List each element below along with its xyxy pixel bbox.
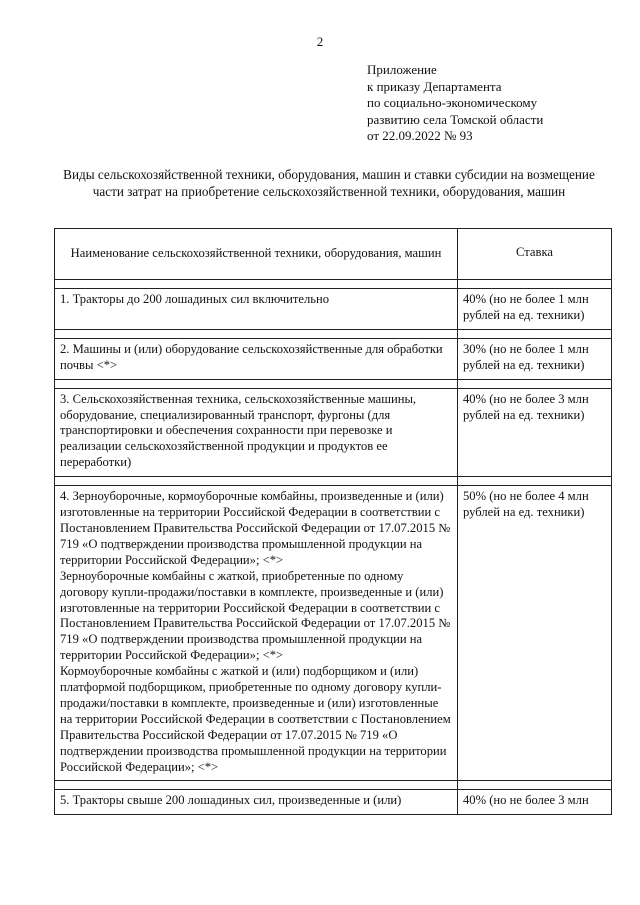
column-header-rate: Ставка: [458, 229, 612, 280]
machinery-name-text: 1. Тракторы до 200 лошадиных сил включительно: [60, 292, 330, 306]
appendix-line: развитию села Томской области: [367, 111, 544, 127]
table-row: [55, 486, 612, 781]
machinery-name-text: 2. Машины и (или) оборудование сельскохозяйственные для обработки почвы <*>: [60, 341, 443, 372]
rate-cell: 40% (но не более 3 млн: [458, 790, 612, 815]
rate-cell: 40% (но не более 3 млн рублей на ед. техники): [458, 388, 612, 477]
machinery-name-text: Кормоуборочные комбайны с жаткой и (или) подборщиком и (или) платформой подборщиком, приобретенные по одному договору купли-продажи/поставки в комплекте, произведенные и (или) изготовленные на территории Российской Федерации в соответствии с Постановлением Правительства Российской Федерации от 17.07.2015 № 719 «О подтверждении производства промышленной продукции на территории Российской Федерации»; <*>: [60, 664, 451, 774]
row-gap: [55, 280, 612, 289]
subsidy-rates-table: [54, 228, 612, 815]
rate-cell: 50% (но не более 4 млн рублей на ед. техники): [458, 486, 612, 781]
appendix-line: к приказу Департамента: [367, 78, 502, 94]
appendix-line: по социально-экономическому: [367, 95, 538, 110]
appendix-line: от 22.09.2022 № 93: [367, 128, 473, 143]
table-header-row: [55, 229, 612, 280]
machinery-name-cell: [55, 388, 458, 477]
rate-cell: 40% (но не более 1 млн рублей на ед. техники): [458, 289, 612, 330]
rate-cell: 30% (но не более 1 млн рублей на ед. техники): [458, 338, 612, 379]
machinery-name-text: 4. Зерноуборочные, кормоуборочные комбайны, произведенные и (или) изготовленные на территории Российской Федерации в соответствии с Постановлением Правительства Российской Федерации от 17.07.2015 № 719 «О подтверждении производства промышленной продукции на территории Российской Федерации»; <*>: [60, 489, 451, 567]
machinery-name-text: 5. Тракторы свыше 200 лошадиных сил, произведенные и (или): [60, 793, 402, 808]
machinery-name-cell: [55, 790, 458, 815]
machinery-name-text: Зерноуборочные комбайны с жаткой, приобретенные по одному договору купли-продажи/поставки в комплекте, произведенные и (или) изготовленные на территории Российской Федерации в соответствии с Постановлением Правительства Российской Федерации от 17.07.2015 № 719 «О подтверждении производства промышленной продукции на территории Российской Федерации»; <*>: [60, 568, 451, 663]
row-gap: [55, 329, 612, 338]
row-gap: [55, 379, 612, 388]
page-number: 2: [316, 34, 324, 49]
table-row: [55, 388, 612, 477]
machinery-name-cell: [55, 289, 458, 330]
machinery-name-cell: [55, 338, 458, 379]
table-row: [55, 289, 612, 330]
machinery-name-text: 3. Сельскохозяйственная техника, сельскохозяйственные машины, оборудование, специализированный транспорт, фургоны (для транспортировки и обеспечения сохранности при перевозке и реализации сельскохозяйственной продукции и продуктов ее переработки): [60, 391, 417, 470]
column-header-name: Наименование сельскохозяйственной техники, оборудования, машин: [55, 229, 458, 280]
machinery-name-cell: [55, 486, 458, 781]
table-row: [55, 790, 612, 815]
row-gap: [55, 781, 612, 790]
appendix-block: [367, 62, 543, 145]
appendix-line: Приложение: [367, 62, 437, 77]
document-title: Виды сельскохозяйственной техники, оборудования, машин и ставки субсидии на возмещение части затрат на приобретение сельскохозяйственной техники, оборудования, машин: [63, 167, 595, 199]
row-gap: [55, 477, 612, 486]
table-row: [55, 338, 612, 379]
